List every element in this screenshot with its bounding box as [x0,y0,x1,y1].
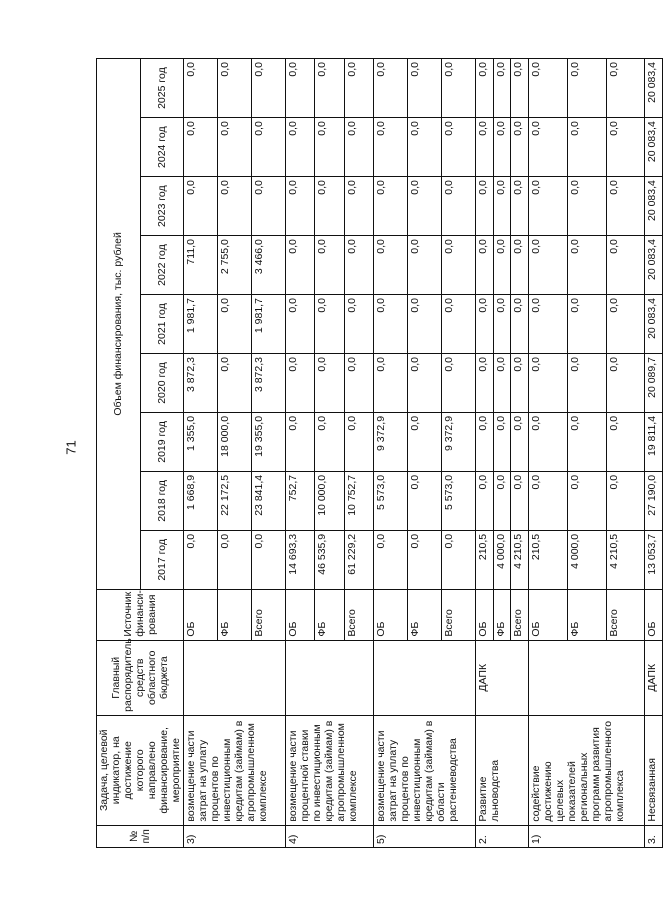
value-cell: 10 752,7 [344,471,373,530]
value-cell: 0,0 [606,118,645,177]
table-row [374,59,408,848]
value-cell: 0,0 [567,412,606,471]
value-cell: 46 535,9 [315,530,344,589]
value-cell: 0,0 [408,354,442,413]
value-cell: 3 466,0 [252,236,286,295]
row-number-cell: 2. [476,825,529,847]
row-number-cell: 4) [286,825,374,847]
value-cell: 0,0 [442,59,476,118]
value-cell: 4 000,0 [567,530,606,589]
value-cell: 0,0 [476,412,494,471]
value-cell: 4 210,5 [606,530,645,589]
source-cell: ОБ [374,589,408,640]
value-cell: 0,0 [408,412,442,471]
value-cell: 0,0 [567,177,606,236]
value-cell: 0,0 [374,530,408,589]
source-cell: ФБ [408,589,442,640]
value-cell: 0,0 [442,118,476,177]
value-cell: 0,0 [493,118,511,177]
value-cell: 0,0 [286,59,315,118]
table-body [184,59,663,848]
source-cell: ФБ [493,589,511,640]
value-cell: 0,0 [252,59,286,118]
value-cell: 0,0 [408,59,442,118]
value-cell: 0,0 [529,236,568,295]
value-cell: 0,0 [184,118,218,177]
task-cell: возмещение части затрат на уплату процентов по инвестиционным кредитам (займам) в области растениеводства [374,715,476,825]
value-cell: 0,0 [286,295,315,354]
value-cell: 1 668,9 [184,471,218,530]
value-cell: 0,0 [567,59,606,118]
task-cell: возмещение части затрат на уплату процентов по инвестиционным кредитам (займам) в агропромышленном комплексе [184,715,286,825]
value-cell: 0,0 [408,177,442,236]
header-year: 2024 год [140,118,184,177]
value-cell: 20 083,4 [645,295,663,354]
value-cell: 13 053,7 [645,530,663,589]
value-cell: 3 872,3 [184,354,218,413]
value-cell: 0,0 [442,177,476,236]
value-cell: 10 000,0 [315,471,344,530]
value-cell: 0,0 [493,354,511,413]
value-cell: 0,0 [408,118,442,177]
value-cell: 0,0 [529,354,568,413]
value-cell: 0,0 [567,471,606,530]
value-cell: 0,0 [511,295,529,354]
table-row [476,59,494,848]
value-cell: 0,0 [374,177,408,236]
value-cell: 5 573,0 [374,471,408,530]
value-cell: 0,0 [184,177,218,236]
value-cell: 0,0 [184,59,218,118]
value-cell: 0,0 [374,354,408,413]
value-cell: 0,0 [606,471,645,530]
header-year: 2021 год [140,295,184,354]
value-cell: 0,0 [374,118,408,177]
source-cell: ОБ [529,589,568,640]
value-cell: 0,0 [252,118,286,177]
value-cell: 0,0 [511,412,529,471]
value-cell: 61 229,2 [344,530,373,589]
value-cell: 0,0 [511,471,529,530]
header-year: 2017 год [140,530,184,589]
value-cell: 752,7 [286,471,315,530]
value-cell: 20 083,4 [645,118,663,177]
value-cell: 0,0 [315,59,344,118]
value-cell: 0,0 [286,236,315,295]
row-number-cell: 3. [645,825,663,847]
value-cell: 9 372,9 [374,412,408,471]
value-cell: 0,0 [344,412,373,471]
value-cell: 0,0 [286,412,315,471]
value-cell: 0,0 [315,412,344,471]
value-cell: 2 755,0 [218,236,252,295]
value-cell: 0,0 [218,354,252,413]
value-cell: 0,0 [344,177,373,236]
header-volume: Объем финансирования, тыс. рублей [97,59,141,590]
value-cell: 0,0 [493,412,511,471]
value-cell: 0,0 [529,295,568,354]
manager-cell [529,640,645,715]
value-cell: 0,0 [408,295,442,354]
source-cell: Всего [606,589,645,640]
header-task: Задача, целевой индикатор, на достижение которого направлено финансирование, мероприятие [97,715,184,825]
value-cell: 0,0 [184,530,218,589]
source-cell: Всего [442,589,476,640]
value-cell: 0,0 [408,530,442,589]
header-year: 2023 год [140,177,184,236]
header-year: 2025 год [140,59,184,118]
manager-cell: ДАПК [476,640,529,715]
value-cell: 0,0 [493,177,511,236]
task-cell: Несвязанная [645,715,663,825]
task-cell: содействие достижению целевых показателей региональных программ развития агропромышленного комплекса [529,715,645,825]
value-cell: 0,0 [529,177,568,236]
value-cell: 0,0 [511,236,529,295]
value-cell: 0,0 [529,59,568,118]
manager-cell [374,640,476,715]
source-cell: ОБ [286,589,315,640]
value-cell: 14 693,3 [286,530,315,589]
task-cell: Развитие льноводства [476,715,529,825]
task-cell: возмещение части процентной ставки по инвестиционным кредитам (займам) в агропромышленном комплексе [286,715,374,825]
value-cell: 0,0 [344,236,373,295]
value-cell: 0,0 [344,295,373,354]
value-cell: 0,0 [344,59,373,118]
value-cell: 20 083,4 [645,177,663,236]
header-year: 2018 год [140,471,184,530]
value-cell: 0,0 [476,59,494,118]
source-cell: ФБ [218,589,252,640]
source-cell: Всего [252,589,286,640]
value-cell: 0,0 [374,236,408,295]
value-cell: 0,0 [606,177,645,236]
value-cell: 9 372,9 [442,412,476,471]
value-cell: 5 573,0 [442,471,476,530]
value-cell: 0,0 [218,177,252,236]
value-cell: 0,0 [374,59,408,118]
value-cell: 0,0 [252,177,286,236]
value-cell: 0,0 [476,118,494,177]
value-cell: 0,0 [252,530,286,589]
value-cell: 0,0 [493,236,511,295]
value-cell: 0,0 [374,295,408,354]
value-cell: 0,0 [286,354,315,413]
rotated-table-container [96,58,659,848]
value-cell: 0,0 [606,412,645,471]
value-cell: 27 190,0 [645,471,663,530]
value-cell: 0,0 [493,59,511,118]
value-cell: 210,5 [476,530,494,589]
value-cell: 4 210,5 [511,530,529,589]
value-cell: 711,0 [184,236,218,295]
value-cell: 0,0 [493,471,511,530]
value-cell: 0,0 [606,295,645,354]
value-cell: 0,0 [567,236,606,295]
manager-cell: ДАПК [645,640,663,715]
value-cell: 0,0 [606,236,645,295]
value-cell: 0,0 [315,295,344,354]
source-cell: ОБ [645,589,663,640]
source-cell: ОБ [476,589,494,640]
table-row [184,59,218,848]
value-cell: 1 355,0 [184,412,218,471]
value-cell: 0,0 [344,354,373,413]
value-cell: 0,0 [315,354,344,413]
value-cell: 210,5 [529,530,568,589]
value-cell: 0,0 [529,118,568,177]
source-cell: Всего [344,589,373,640]
value-cell: 19 355,0 [252,412,286,471]
value-cell: 0,0 [567,295,606,354]
value-cell: 23 841,4 [252,471,286,530]
value-cell: 0,0 [408,471,442,530]
source-cell: ОБ [184,589,218,640]
value-cell: 0,0 [567,354,606,413]
header-source: Источник финанси-рования [97,589,184,640]
value-cell: 19 811,4 [645,412,663,471]
value-cell: 0,0 [606,354,645,413]
value-cell: 1 981,7 [252,295,286,354]
value-cell: 20 089,7 [645,354,663,413]
value-cell: 0,0 [218,59,252,118]
header-year: 2019 год [140,412,184,471]
value-cell: 0,0 [408,236,442,295]
value-cell: 0,0 [511,118,529,177]
value-cell: 0,0 [493,295,511,354]
value-cell: 0,0 [529,412,568,471]
source-cell: ФБ [567,589,606,640]
table-row [286,59,315,848]
value-cell: 0,0 [218,118,252,177]
header-manager: Главный распорядитель средств областного бюджета [97,640,184,715]
value-cell: 4 000,0 [493,530,511,589]
value-cell: 0,0 [442,236,476,295]
value-cell: 0,0 [476,295,494,354]
table-row [529,59,568,848]
value-cell: 20 083,4 [645,59,663,118]
value-cell: 0,0 [511,177,529,236]
table-row [645,59,663,848]
value-cell: 18 000,0 [218,412,252,471]
value-cell: 0,0 [606,59,645,118]
source-cell: Всего [511,589,529,640]
header-no: № п/п [97,825,184,847]
source-cell: ФБ [315,589,344,640]
value-cell: 0,0 [511,354,529,413]
value-cell: 0,0 [218,295,252,354]
header-year: 2020 год [140,354,184,413]
value-cell: 1 981,7 [184,295,218,354]
row-number-cell: 5) [374,825,476,847]
value-cell: 0,0 [476,236,494,295]
value-cell: 0,0 [218,530,252,589]
value-cell: 0,0 [286,177,315,236]
header-year: 2022 год [140,236,184,295]
row-number-cell: 1) [529,825,645,847]
value-cell: 0,0 [344,118,373,177]
value-cell: 0,0 [567,118,606,177]
value-cell: 0,0 [476,471,494,530]
table-header [97,59,184,848]
value-cell: 0,0 [315,236,344,295]
value-cell: 0,0 [529,471,568,530]
value-cell: 0,0 [286,118,315,177]
row-number-cell: 3) [184,825,286,847]
value-cell: 0,0 [315,118,344,177]
value-cell: 20 083,4 [645,236,663,295]
value-cell: 0,0 [442,354,476,413]
value-cell: 0,0 [476,177,494,236]
financing-table [96,58,663,848]
value-cell: 3 872,3 [252,354,286,413]
manager-cell [184,640,286,715]
value-cell: 0,0 [442,530,476,589]
value-cell: 0,0 [511,59,529,118]
manager-cell [286,640,374,715]
page-number: 71 [63,440,79,455]
value-cell: 0,0 [476,354,494,413]
value-cell: 0,0 [442,295,476,354]
value-cell: 0,0 [315,177,344,236]
value-cell: 22 172,5 [218,471,252,530]
